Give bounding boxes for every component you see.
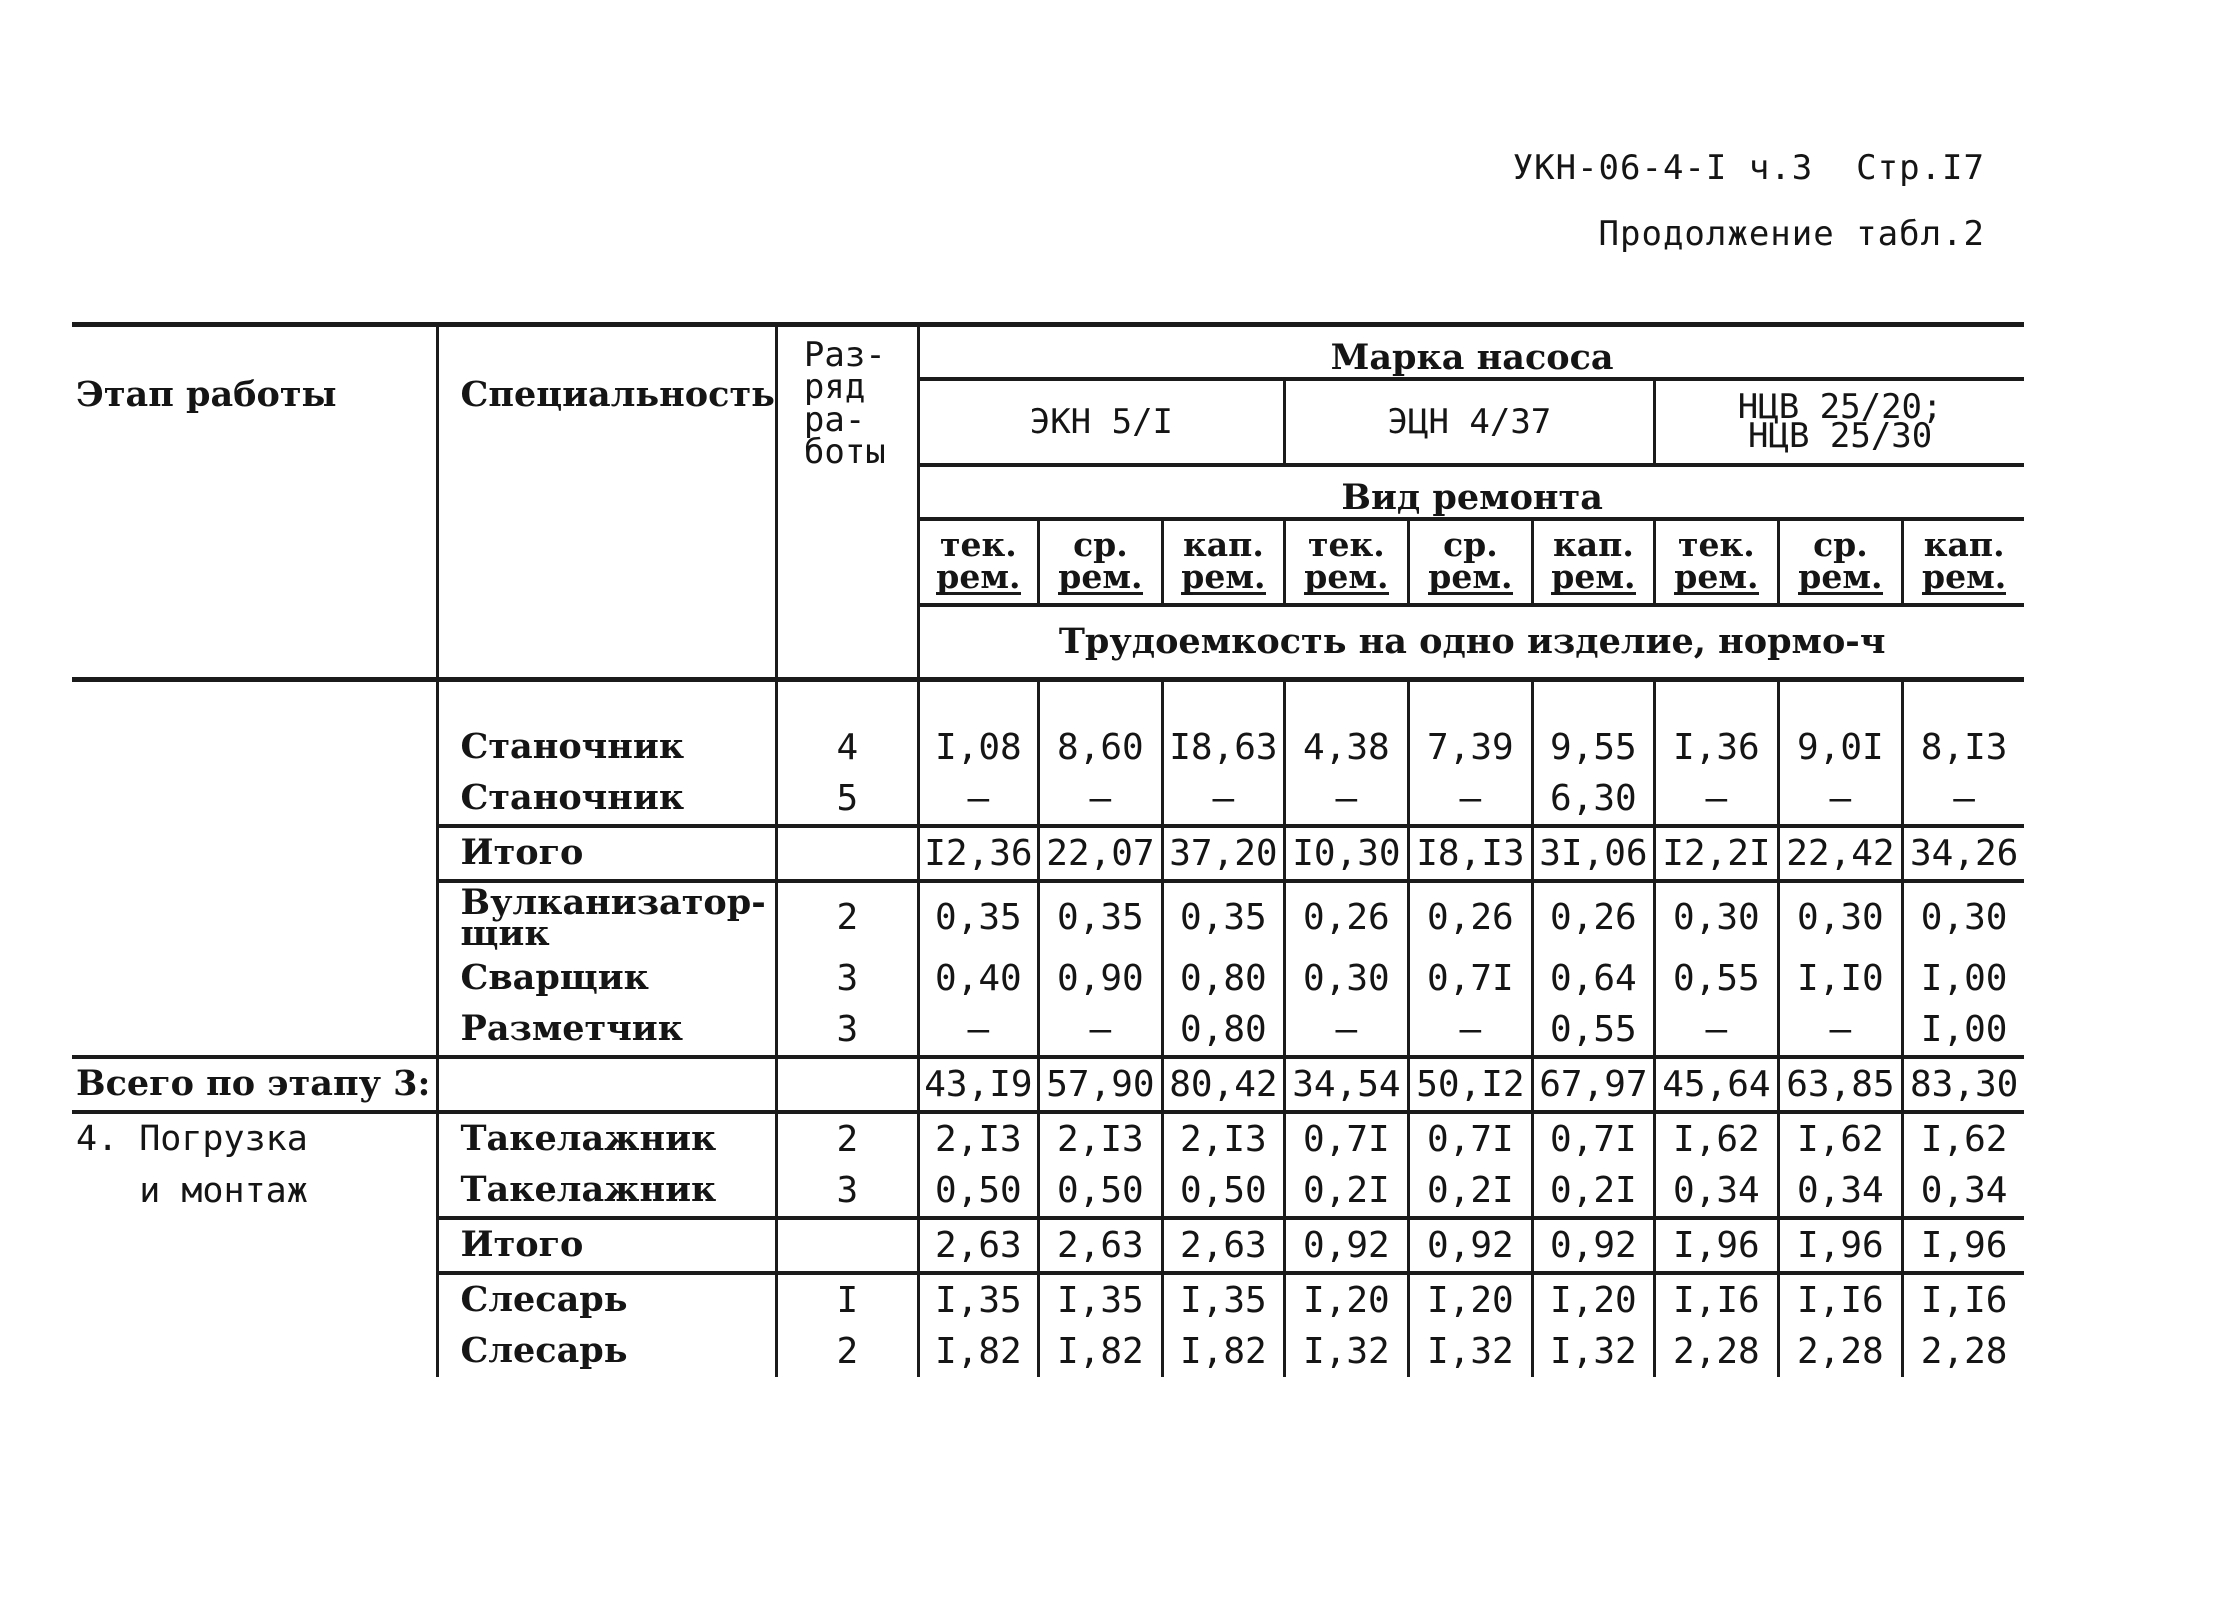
value-cell: 2,I3 <box>1162 1112 1284 1165</box>
value-cell: 0,7I <box>1532 1112 1654 1165</box>
value-cell: I,I6 <box>1902 1273 2024 1326</box>
value-cell: I8,I3 <box>1408 826 1532 881</box>
header-repair-type-line: рем. <box>1058 556 1143 596</box>
grade-cell <box>776 1057 918 1112</box>
grade-cell: 3 <box>776 953 918 1004</box>
header-repair-type <box>1532 519 1654 605</box>
value-cell: 0,2I <box>1408 1165 1532 1218</box>
value-cell: I,62 <box>1902 1112 2024 1165</box>
table-row <box>72 1218 2024 1273</box>
value-cell: I,35 <box>918 1273 1038 1326</box>
value-cell: I,96 <box>1778 1218 1902 1273</box>
specialty-cell: Слесарь <box>437 1326 776 1377</box>
stage-cell <box>72 680 437 774</box>
value-cell: I,32 <box>1408 1326 1532 1377</box>
header-repair-type-line: тек. <box>1308 525 1385 565</box>
header-labor-caption: Трудоемкость на одно изделие, нормо-ч <box>918 605 2024 680</box>
table-row <box>72 1165 2024 1218</box>
header-repair-type-line: кап. <box>1552 525 1634 565</box>
value-cell: – <box>1902 773 2024 826</box>
value-cell: 0,30 <box>1778 881 1902 953</box>
table-row <box>72 773 2024 826</box>
grade-cell: 4 <box>776 680 918 774</box>
stage-cell <box>72 773 437 826</box>
header-pump-model <box>918 379 1284 465</box>
value-cell: 0,30 <box>1902 881 2024 953</box>
header-repair-type <box>1408 519 1532 605</box>
specialty-cell: Станочник <box>437 773 776 826</box>
value-cell: I2,36 <box>918 826 1038 881</box>
table-row <box>72 826 2024 881</box>
value-cell: – <box>1038 1004 1162 1057</box>
specialty-cell: Итого <box>437 1218 776 1273</box>
stage-cell: Всего по этапу 3: <box>72 1057 437 1112</box>
grade-cell: 3 <box>776 1165 918 1218</box>
header-grade-line: ряд <box>803 367 866 408</box>
value-cell: 50,I2 <box>1408 1057 1532 1112</box>
value-cell: I,35 <box>1038 1273 1162 1326</box>
header-repair-type <box>1284 519 1408 605</box>
header-stage: Этап работы <box>72 325 437 680</box>
value-cell: 2,63 <box>918 1218 1038 1273</box>
header-repair-type-line: рем. <box>1428 556 1513 596</box>
table-row <box>72 1112 2024 1165</box>
specialty-cell: Слесарь <box>437 1273 776 1326</box>
value-cell: 0,64 <box>1532 953 1654 1004</box>
specialty-cell: Станочник <box>437 680 776 774</box>
header-pump-model <box>1284 379 1654 465</box>
grade-cell <box>776 1218 918 1273</box>
value-cell: 37,20 <box>1162 826 1284 881</box>
value-cell: 0,50 <box>1038 1165 1162 1218</box>
value-cell: 8,60 <box>1038 680 1162 774</box>
stage-cell: и монтаж <box>76 1171 308 1212</box>
value-cell: I,96 <box>1654 1218 1778 1273</box>
header-repair-type-line: ср. <box>1073 525 1128 565</box>
value-cell: 2,28 <box>1654 1326 1778 1377</box>
header-pump-model-line: НЦВ 25/20; <box>1737 387 1943 428</box>
value-cell: 0,34 <box>1654 1165 1778 1218</box>
value-cell: 45,64 <box>1654 1057 1778 1112</box>
specialty-cell: Разметчик <box>437 1004 776 1057</box>
value-cell: 0,50 <box>918 1165 1038 1218</box>
specialty-cell: Такелажник <box>437 1112 776 1165</box>
stage-cell <box>72 1273 437 1326</box>
table-body <box>72 680 2024 1378</box>
value-cell: 0,30 <box>1654 881 1778 953</box>
header-repair-type-line: тек. <box>940 525 1017 565</box>
value-cell: 2,I3 <box>1038 1112 1162 1165</box>
header-repair-type <box>1902 519 2024 605</box>
value-cell: – <box>918 773 1038 826</box>
header-repair-type-line: рем. <box>936 556 1021 596</box>
value-cell: I,36 <box>1654 680 1778 774</box>
value-cell: 4,38 <box>1284 680 1408 774</box>
value-cell: 22,42 <box>1778 826 1902 881</box>
value-cell: 0,50 <box>1162 1165 1284 1218</box>
value-cell: I,62 <box>1654 1112 1778 1165</box>
value-cell: 2,28 <box>1778 1326 1902 1377</box>
value-cell: I,32 <box>1532 1326 1654 1377</box>
value-cell: 57,90 <box>1038 1057 1162 1112</box>
grade-cell: 2 <box>776 1112 918 1165</box>
table-header <box>72 325 2024 680</box>
value-cell: 0,90 <box>1038 953 1162 1004</box>
header-repair-type-line: рем. <box>1181 556 1266 596</box>
value-cell: – <box>918 1004 1038 1057</box>
value-cell: 0,7I <box>1284 1112 1408 1165</box>
value-cell: – <box>1408 1004 1532 1057</box>
value-cell: – <box>1408 773 1532 826</box>
value-cell: 0,2I <box>1284 1165 1408 1218</box>
grade-cell: 3 <box>776 1004 918 1057</box>
value-cell: – <box>1778 773 1902 826</box>
value-cell: 0,80 <box>1162 1004 1284 1057</box>
stage-cell <box>72 953 437 1004</box>
value-cell: 0,2I <box>1532 1165 1654 1218</box>
value-cell: 0,40 <box>918 953 1038 1004</box>
header-repair-type-line: ср. <box>1443 525 1498 565</box>
value-cell: 0,34 <box>1778 1165 1902 1218</box>
value-cell: I8,63 <box>1162 680 1284 774</box>
specialty-cell <box>437 1057 776 1112</box>
table-row <box>72 953 2024 1004</box>
header-pump-model-line: ЭЦН 4/37 <box>1387 401 1552 442</box>
value-cell: 0,30 <box>1284 953 1408 1004</box>
header-repair-type-line: рем. <box>1798 556 1883 596</box>
value-cell: 0,7I <box>1408 1112 1532 1165</box>
value-cell: 0,34 <box>1902 1165 2024 1218</box>
header-repair-type-line: рем. <box>1674 556 1759 596</box>
value-cell: 0,80 <box>1162 953 1284 1004</box>
header-repair-type <box>1778 519 1902 605</box>
specialty-cell: Вулканизатор- щик <box>437 881 776 953</box>
table-row <box>72 1326 2024 1377</box>
value-cell: 80,42 <box>1162 1057 1284 1112</box>
value-cell: I,62 <box>1778 1112 1902 1165</box>
value-cell: 0,26 <box>1284 881 1408 953</box>
value-cell: 83,30 <box>1902 1057 2024 1112</box>
value-cell: 6,30 <box>1532 773 1654 826</box>
value-cell: 0,55 <box>1654 953 1778 1004</box>
value-cell: – <box>1038 773 1162 826</box>
value-cell: – <box>1654 1004 1778 1057</box>
table-row <box>72 1273 2024 1326</box>
header-repair-type-line: ср. <box>1813 525 1868 565</box>
value-cell: 63,85 <box>1778 1057 1902 1112</box>
value-cell: I,82 <box>1038 1326 1162 1377</box>
table-row <box>72 881 2024 953</box>
table-row <box>72 1004 2024 1057</box>
value-cell: – <box>1654 773 1778 826</box>
header-pump-model-line: ЭКН 5/I <box>1029 401 1174 442</box>
value-cell: 0,35 <box>1038 881 1162 953</box>
value-cell: I,32 <box>1284 1326 1408 1377</box>
stage-cell <box>72 1326 437 1377</box>
stage-cell <box>72 881 437 953</box>
value-cell: I,I6 <box>1654 1273 1778 1326</box>
value-cell: 3I,06 <box>1532 826 1654 881</box>
value-cell: I2,2I <box>1654 826 1778 881</box>
header-repair-kind: Вид ремонта <box>918 465 2024 519</box>
value-cell: 0,26 <box>1408 881 1532 953</box>
specialty-cell: Такелажник <box>437 1165 776 1218</box>
value-cell: I,08 <box>918 680 1038 774</box>
value-cell: 0,55 <box>1532 1004 1654 1057</box>
header-repair-type <box>1654 519 1778 605</box>
value-cell: 2,28 <box>1902 1326 2024 1377</box>
specialty-cell: Сварщик <box>437 953 776 1004</box>
value-cell: 0,92 <box>1284 1218 1408 1273</box>
table-row <box>72 1057 2024 1112</box>
header-repair-type <box>1162 519 1284 605</box>
labor-intensity-table <box>72 322 2024 1377</box>
table-continuation-caption: Продолжение табл.2 <box>1598 214 1985 254</box>
value-cell: 67,97 <box>1532 1057 1654 1112</box>
value-cell: I,I6 <box>1778 1273 1902 1326</box>
value-cell: I,00 <box>1902 953 2024 1004</box>
value-cell: 0,35 <box>1162 881 1284 953</box>
value-cell: – <box>1284 773 1408 826</box>
header-repair-type-line: кап. <box>1182 525 1264 565</box>
header-pump-model-line: НЦВ 25/30 <box>1748 416 1933 456</box>
header-repair-type-line: рем. <box>1922 556 2007 596</box>
value-cell: 7,39 <box>1408 680 1532 774</box>
value-cell: 22,07 <box>1038 826 1162 881</box>
stage-cell <box>72 1004 437 1057</box>
value-cell: I,20 <box>1284 1273 1408 1326</box>
value-cell: 0,35 <box>918 881 1038 953</box>
value-cell: 2,I3 <box>918 1112 1038 1165</box>
value-cell: 34,26 <box>1902 826 2024 881</box>
table-row <box>72 680 2024 774</box>
value-cell: I,82 <box>918 1326 1038 1377</box>
header-repair-type-line: кап. <box>1923 525 2005 565</box>
header-repair-type-line: рем. <box>1551 556 1636 596</box>
header-specialty: Специальность <box>437 325 776 680</box>
value-cell: 2,63 <box>1038 1218 1162 1273</box>
header-repair-type <box>918 519 1038 605</box>
value-cell: 0,26 <box>1532 881 1654 953</box>
document-reference: УКН-06-4-I ч.3 Стр.I7 <box>1512 148 1985 188</box>
header-pump-brand: Марка насоса <box>918 325 2024 380</box>
value-cell: 8,I3 <box>1902 680 2024 774</box>
grade-cell: I <box>776 1273 918 1326</box>
header-pump-model <box>1654 379 2024 465</box>
value-cell: I,20 <box>1408 1273 1532 1326</box>
value-cell: 0,7I <box>1408 953 1532 1004</box>
header-grade-line: боты <box>803 431 886 472</box>
value-cell: – <box>1284 1004 1408 1057</box>
value-cell: I,96 <box>1902 1218 2024 1273</box>
stage-cell <box>72 826 437 881</box>
value-cell: I,82 <box>1162 1326 1284 1377</box>
header-repair-type-line: тек. <box>1678 525 1755 565</box>
grade-cell: 2 <box>776 881 918 953</box>
stage-cell <box>72 1218 437 1273</box>
grade-cell: 5 <box>776 773 918 826</box>
value-cell: – <box>1162 773 1284 826</box>
header-grade <box>776 325 918 680</box>
value-cell: I,I0 <box>1778 953 1902 1004</box>
grade-cell: 2 <box>776 1326 918 1377</box>
value-cell: I,35 <box>1162 1273 1284 1326</box>
value-cell: 2,63 <box>1162 1218 1284 1273</box>
value-cell: 43,I9 <box>918 1057 1038 1112</box>
header-repair-type-line: рем. <box>1304 556 1389 596</box>
stage-cell: 4. Погрузка <box>72 1112 437 1165</box>
specialty-cell: Итого <box>437 826 776 881</box>
value-cell: 9,0I <box>1778 680 1902 774</box>
value-cell: 34,54 <box>1284 1057 1408 1112</box>
value-cell: – <box>1778 1004 1902 1057</box>
value-cell: I,00 <box>1902 1004 2024 1057</box>
value-cell: I0,30 <box>1284 826 1408 881</box>
value-cell: 0,92 <box>1408 1218 1532 1273</box>
value-cell: 9,55 <box>1532 680 1654 774</box>
header-grade-line: ра- <box>803 399 866 440</box>
grade-cell <box>776 826 918 881</box>
value-cell: 0,92 <box>1532 1218 1654 1273</box>
value-cell: I,20 <box>1532 1273 1654 1326</box>
header-repair-type <box>1038 519 1162 605</box>
header-grade-line: Раз- <box>803 335 886 375</box>
